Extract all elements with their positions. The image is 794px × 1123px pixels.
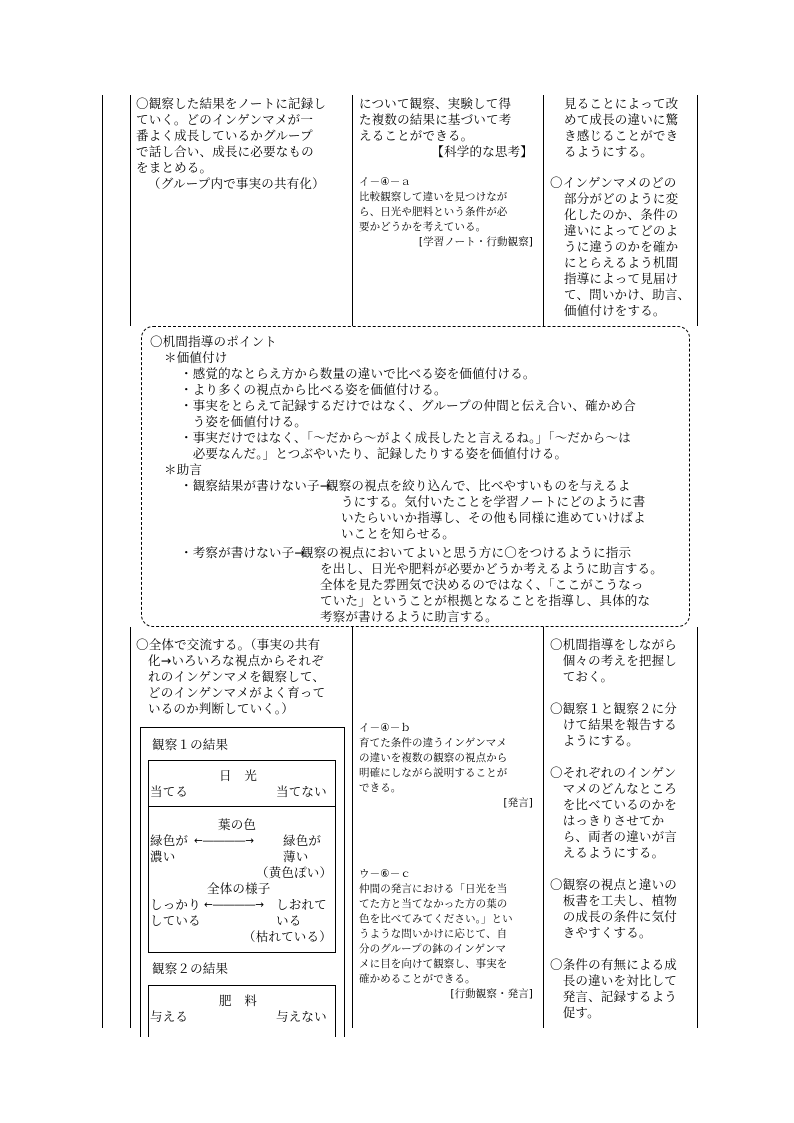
text-line: えるようにする。 (550, 845, 665, 860)
text-line: 〇インゲンマメのどの (550, 175, 677, 190)
text-line: 必要なんだ。」とつぶやいたり、記録したりする姿を価値付ける。 (180, 446, 568, 461)
text-line: 考察が書けるように助言する。 (320, 609, 498, 624)
text-line: うにする。気付いたことを学習ノートにどのように書 (341, 494, 646, 509)
text-line: 色を比べてみてください。」とい (359, 913, 513, 925)
text-line: 個々の考えを把握し (550, 653, 678, 668)
text-line: う姿を価値付ける。 (180, 414, 308, 429)
text-line: ら、両者の違いが言 (550, 829, 678, 844)
table-right-border (697, 95, 698, 326)
text-line: はっきりさせてか (550, 813, 665, 828)
evaluation-tag: [行動観察・発言] (450, 988, 533, 1000)
text-line: 〇観察の視点と違いの (550, 877, 678, 892)
text-line: の成長の条件に気付 (550, 909, 678, 924)
advice-body-1 (326, 478, 646, 542)
fertilizer-heading: 肥 料 (219, 993, 258, 1008)
leaf-arrow: ←――――→ (194, 835, 255, 847)
text-line: てた方と当てなかった方の葉の (359, 898, 508, 910)
whole-right-label-3: （枯れている） (243, 929, 332, 944)
spacer (550, 861, 677, 877)
text-line: を比べているのかを (550, 797, 678, 812)
evaluation-tag: [学習ノート・行動観察] (418, 236, 533, 248)
leaf-left-label: 緑色が (150, 833, 189, 848)
text-line: 番よく成長しているかグループ (136, 128, 313, 143)
sunlight-not-given-label: 当てない (276, 784, 327, 799)
spacer (550, 749, 677, 765)
whole-class-exchange (136, 637, 325, 717)
text-line: で話し合い、成長に必要なもの (136, 144, 314, 159)
evaluation-code: イ－④－ｂ (359, 722, 411, 734)
evaluation-code: ウ－⑥－ｃ (359, 868, 411, 880)
text-line: （グループ内で事実の共有化） (148, 176, 325, 191)
text-line: るようにする。 (564, 144, 653, 159)
text-line: の違いを複数の観察の視点から (359, 752, 508, 764)
text-line: ・事実だけではなく、「～だから～がよく成長したと言えるね。」「～だから～は (180, 430, 631, 445)
text-line: を出し、日光や肥料が必要かどうか考えるように助言する。 (320, 561, 663, 576)
text-line: 観察の視点を絞り込んで、比べやすいものを与えるよ (326, 478, 631, 493)
text-line: えることができる。 (359, 128, 474, 143)
text-line: 化→いろいろな視点からそれぞ (148, 653, 324, 668)
text-line: 明確にしながら説明することが (359, 767, 508, 779)
text-line: 〇観察１と観察２に分 (550, 701, 678, 716)
text-line: 発言、記録するよう (550, 989, 678, 1004)
evaluation-item-b (359, 721, 539, 811)
whole-left-label-2: している (150, 913, 201, 928)
table-right-border-b (697, 627, 698, 1028)
teacher-support-top (564, 96, 678, 160)
text-line: マメのどんなところ (550, 781, 678, 796)
text-line: について観察、実験して得 (359, 96, 512, 111)
whole-right-label: しおれて (276, 897, 327, 912)
text-line: ・より多くの視点から比べる姿を価値付ける。 (180, 382, 447, 397)
text-line: ていく。どのインゲンマメが一 (136, 112, 314, 127)
leaf-right-label-2: 薄い (283, 849, 309, 864)
text-line: どのインゲンマメがよく育って (148, 685, 326, 700)
whole-left-label: しっかり (150, 897, 201, 912)
text-line: 〇全体で交流する。（事実の共有 (136, 637, 321, 652)
text-line: ておく。 (550, 669, 614, 684)
fertilizer-given-label: 与える (150, 1009, 189, 1024)
evaluation-item-a (359, 175, 539, 250)
text-line: いたらいいか指導し、その他も同様に進めていけばよ (341, 510, 646, 525)
spacer (550, 941, 677, 957)
text-line: た複数の結果に基づいて考 (359, 112, 512, 127)
sunlight-heading: 日 光 (219, 768, 258, 783)
spacer (550, 685, 677, 701)
text-line: うに違うのかを確か (564, 239, 679, 254)
text-line: いるのか判断していく。） (148, 701, 294, 716)
guidance-points-content (150, 334, 636, 478)
text-line: 部分がどのように変 (564, 191, 679, 206)
evaluation-tag: [発言] (503, 797, 533, 809)
fertilizer-not-given-label: 与えない (276, 1009, 327, 1024)
text-line: 確かめることができる。 (359, 973, 476, 985)
observation-divider (148, 806, 336, 807)
text-line: ようにする。 (550, 733, 639, 748)
text-line: 化したのか、条件の (564, 207, 679, 222)
text-line: きやすくする。 (550, 925, 652, 940)
leaf-right-label: 緑色が (283, 833, 322, 848)
teacher-support-observation (550, 175, 690, 319)
text-line: 価値付けをする。 (564, 303, 666, 318)
text-line: をまとめる。 (136, 160, 213, 175)
evaluation-code: イ－④－ａ (359, 176, 411, 188)
text-line: いことを知らせる。 (341, 526, 455, 541)
text-line: 育てた条件の違うインゲンマメ (359, 737, 507, 749)
column-divider-3b (543, 627, 544, 1028)
text-line: ・感覚的なとらえ方から数量の違いで比べる姿を価値付ける。 (180, 366, 536, 381)
text-line: 板書を工夫し、植物 (550, 893, 678, 908)
column-divider-1b (130, 627, 131, 1028)
text-line: て、問いかけ、助言、 (564, 287, 691, 302)
text-line: 指導によって見届け (564, 271, 679, 286)
observation-1-title: 観察１の結果 (152, 737, 229, 752)
evaluation-item-c (359, 867, 539, 1002)
teacher-support-bottom (550, 637, 677, 1021)
text-line: 見ることによって改 (564, 96, 679, 111)
text-line: にとらえるよう机間 (564, 255, 679, 270)
text-line: けて結果を報告する (550, 717, 678, 732)
text-line: 全体を見た雰囲気で決めるのではなく、「ここがこうなっ (320, 577, 644, 592)
leaf-color-heading: 葉の色 (218, 817, 257, 832)
text-line: ・事実をとらえて記録するだけではなく、グループの仲間と伝え合い、確かめ合 (180, 398, 636, 413)
text-line: 仲間の発言における「日光を当 (359, 883, 508, 895)
leaf-left-label-2: 濃い (150, 849, 176, 864)
whole-appearance-heading: 全体の様子 (207, 881, 271, 896)
text-line: 分のグループの鉢のインゲンマ (359, 943, 507, 955)
activity-record-text (136, 96, 326, 192)
advice-body-2 (320, 561, 663, 625)
text-line: れのインゲンマメを観察して、 (148, 669, 326, 684)
text-line: 〇条件の有無による成 (550, 957, 678, 972)
column-divider-2b (352, 627, 353, 1028)
evaluation-criteria-top (359, 96, 539, 160)
column-divider-2 (352, 95, 353, 326)
guidance-subheading: ＊価値付け (164, 350, 228, 365)
text-line: メに目を向けて観察し、事実を (359, 958, 508, 970)
text-line: できる。 (359, 782, 402, 794)
leaf-right-label-3: （黄色ぽい） (256, 865, 333, 880)
text-line: 〇それぞれのインゲン (550, 765, 677, 780)
advice-lead-1: ・観察結果が書けない子→ (180, 478, 331, 493)
whole-right-label-2: いる (276, 913, 302, 928)
text-line: 長の違いを対比して (550, 973, 678, 988)
column-divider-1 (130, 95, 131, 326)
advice-lead-2: ・考察が書けない子→ (180, 545, 305, 560)
text-line: 要かどうかを考えている。 (359, 221, 487, 233)
text-line: 〇観察した結果をノートに記録し (136, 96, 327, 111)
observation-2-title: 観察２の結果 (152, 961, 229, 976)
advice-body-2-first: 観察の視点においてよいと思う方に〇をつけるように指示 (301, 545, 632, 560)
guidance-subheading: ＊助言 (164, 462, 203, 477)
text-line: 違いによってどのよ (564, 223, 679, 238)
text-line: めて成長の違いに驚 (564, 112, 679, 127)
column-divider-3 (543, 95, 544, 326)
text-line: 〇机間指導をしながら (550, 637, 678, 652)
evaluation-tag: 【科学的な思考】 (431, 144, 533, 159)
text-line: うような問いかけに応じて、自 (359, 928, 508, 940)
text-line: ていた」ということが根拠となることを指導し、具体的な (320, 593, 651, 608)
whole-arrow: ←――――→ (204, 899, 265, 911)
guidance-title: 〇机間指導のポイント (150, 334, 278, 349)
sunlight-given-label: 当てる (150, 784, 189, 799)
text-line: き感じることができ (564, 128, 679, 143)
text-line: 促す。 (550, 1005, 600, 1020)
table-left-border (102, 95, 103, 1028)
text-line: ら、日光や肥料という条件が必 (359, 206, 508, 218)
text-line: 比較観察して違いを見つけなが (359, 191, 508, 203)
